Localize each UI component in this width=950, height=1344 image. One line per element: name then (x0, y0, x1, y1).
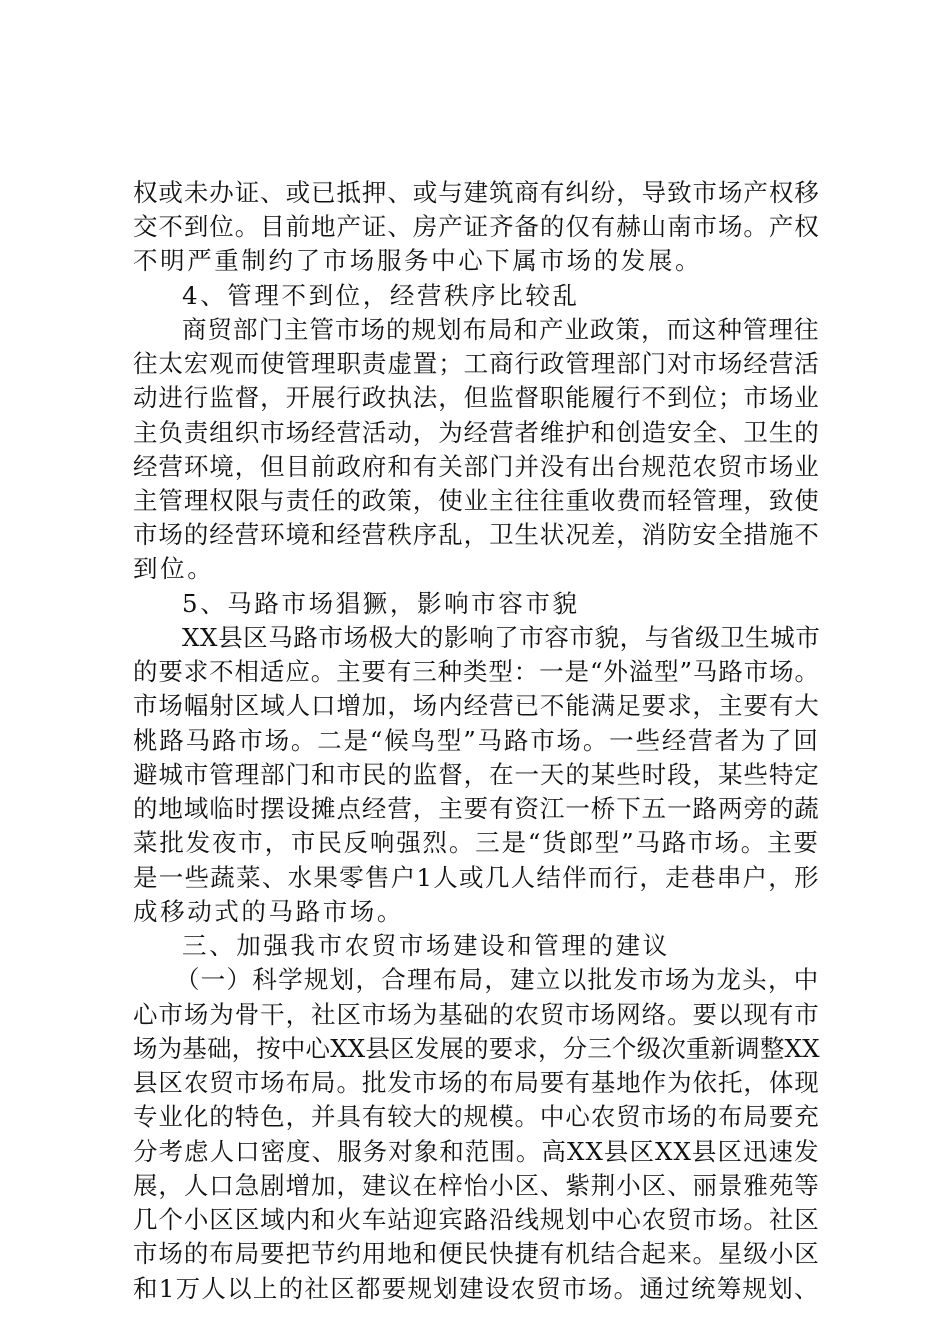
text-line: 心市场为骨干，社区市场为基础的农贸市场网络。要以现有市 (133, 1000, 820, 1029)
text-line: 几个小区区域内和火车站迎宾路沿线规划中心农贸市场。社区 (133, 1205, 820, 1234)
text-line: 专业化的特色，并具有较大的规模。中心农贸市场的布局要充 (133, 1102, 820, 1131)
text-line: 主负责组织市场经营活动，为经营者维护和创造安全、卫生的 (133, 418, 820, 447)
text-line: 不明严重制约了市场服务中心下属市场的发展。 (133, 246, 703, 275)
text-line: 权或未办证、或已抵押、或与建筑商有纠纷，导致市场产权移 (133, 178, 820, 207)
text-line: 展，人口急剧增加，建议在梓怡小区、紫荆小区、丽景雅苑等 (133, 1171, 820, 1200)
text-line: 场为基础，按中心XX县区发展的要求，分三个级次重新调整XX (133, 1034, 820, 1063)
section-heading: 5、马路市场猖獗，影响市容市貌 (182, 589, 580, 618)
text-line: 动进行监督，开展行政执法，但监督职能履行不到位；市场业 (133, 383, 820, 412)
text-line: XX县区马路市场极大的影响了市容市貌，与省级卫生城市 (182, 623, 821, 652)
text-line: 市场的布局要把节约用地和便民快捷有机结合起来。星级小区 (133, 1239, 820, 1268)
text-line: 市场幅射区域人口增加，场内经营已不能满足要求，主要有大 (133, 691, 820, 720)
section-heading: 4、管理不到位，经营秩序比较乱 (182, 281, 580, 310)
text-line: 主管理权限与责任的政策，使业主往往重收费而轻管理，致使 (133, 486, 820, 515)
text-line: 成移动式的马路市场。 (133, 897, 404, 926)
text-line: 是一些蔬菜、水果零售户1人或几人结伴而行，走巷串户，形 (133, 863, 820, 892)
text-line: 商贸部门主管市场的规划布局和产业政策，而这种管理往 (182, 315, 820, 344)
text-line: 避城市管理部门和市民的监督，在一天的某些时段，某些特定 (133, 760, 820, 789)
text-line: （一）科学规划，合理布局，建立以批发市场为龙头，中 (175, 965, 820, 994)
section-heading: 三、加强我市农贸市场建设和管理的建议 (182, 931, 670, 960)
text-line: 交不到位。目前地产证、房产证齐备的仅有赫山南市场。产权 (133, 212, 820, 241)
text-line: 的要求不相适应。主要有三种类型：一是“外溢型”马路市场。 (133, 657, 820, 686)
text-line: 的地域临时摆设摊点经营，主要有资江一桥下五一路两旁的蔬 (133, 794, 820, 823)
text-line: 到位。 (133, 554, 215, 583)
text-line: 桃路马路市场。二是“候鸟型”马路市场。一些经营者为了回 (133, 726, 820, 755)
text-line: 往太宏观而使管理职责虚置；工商行政管理部门对市场经营活 (133, 349, 820, 378)
text-line: 市场的经营环境和经营秩序乱，卫生状况差，消防安全措施不 (133, 520, 820, 549)
text-line: 县区农贸市场布局。批发市场的布局要有基地作为依托，体现 (133, 1068, 820, 1097)
text-line: 菜批发夜市，市民反响强烈。三是“货郎型”马路市场。主要 (133, 828, 820, 857)
text-line: 和1万人以上的社区都要规划建设农贸市场。通过统筹规划、 (133, 1274, 820, 1303)
text-line: 分考虑人口密度、服务对象和范围。高XX县区XX县区迅速发 (133, 1137, 820, 1166)
text-line: 经营环境，但目前政府和有关部门并没有出台规范农贸市场业 (133, 452, 820, 481)
